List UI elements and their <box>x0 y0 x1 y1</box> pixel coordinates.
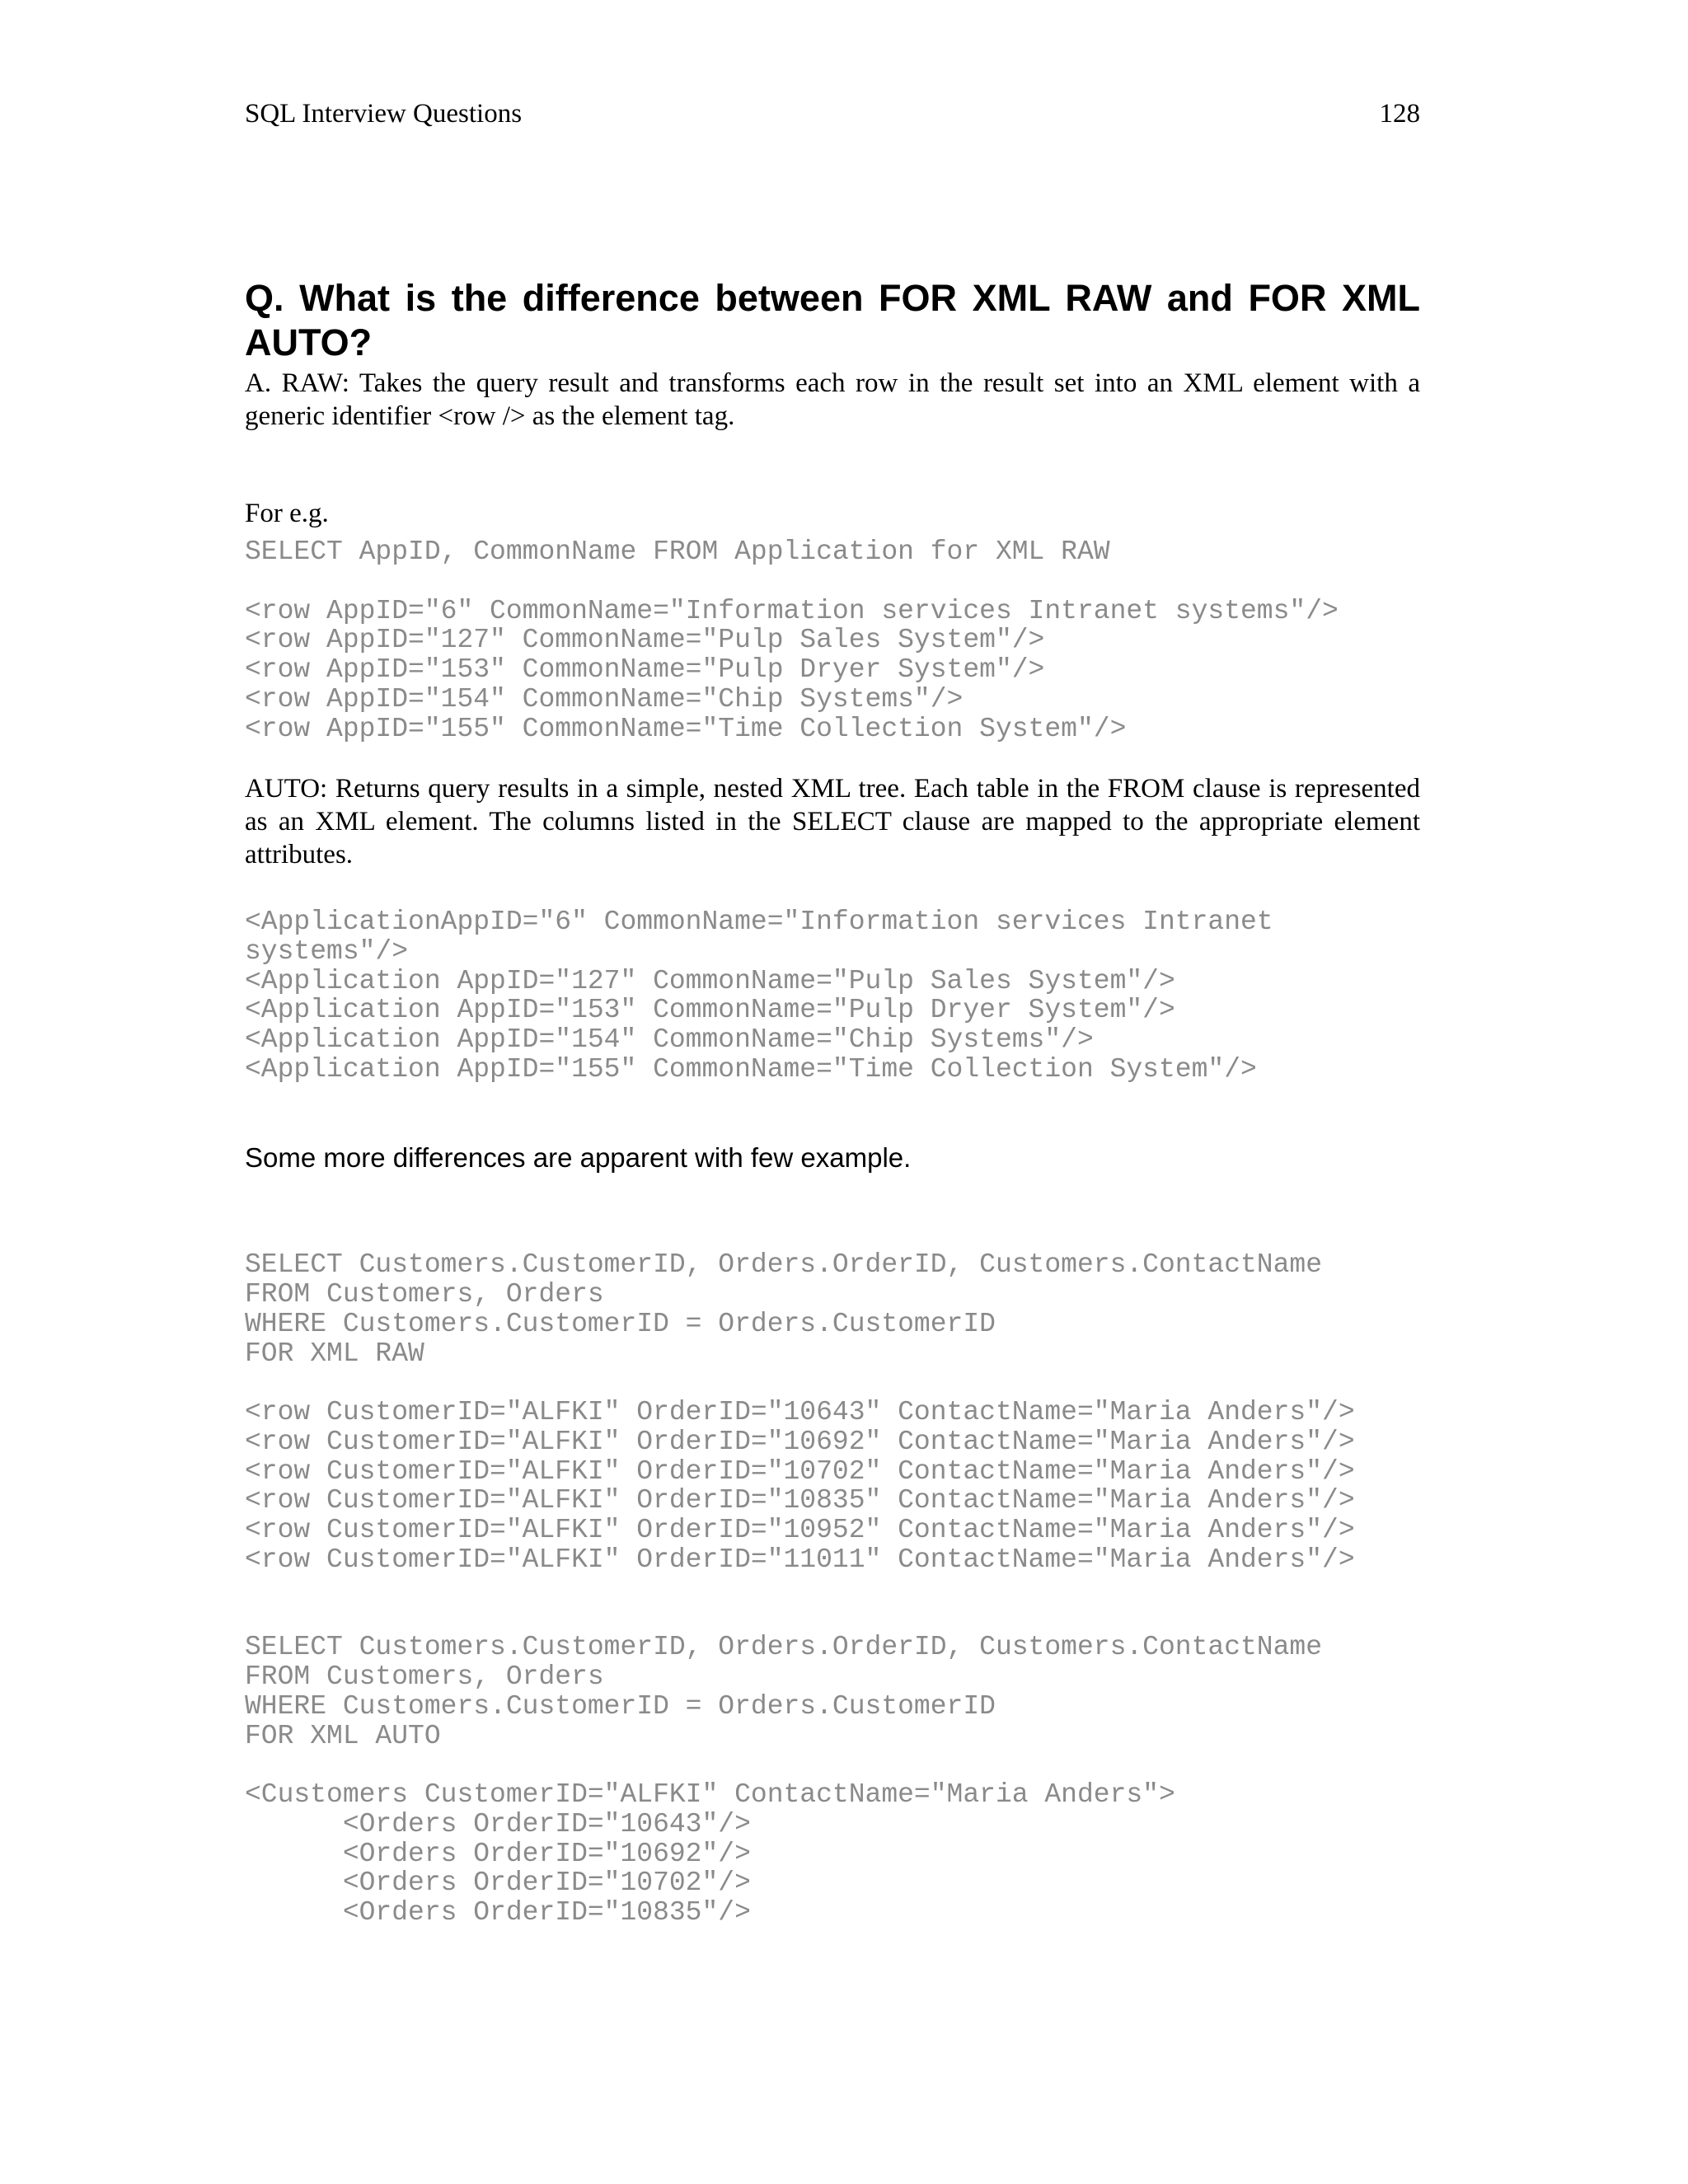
code-line: systems"/> <box>245 935 409 967</box>
raw-answer: A. RAW: Takes the query result and transforms each row in the result set into an XML element with a generic identifier <row /> as the element tag. <box>245 368 1420 431</box>
code-line: <Customers CustomerID="ALFKI" ContactName="Maria Anders"> <box>245 1779 1175 1811</box>
code-line: SELECT Customers.CustomerID, Orders.OrderID, Customers.ContactName <box>245 1249 1323 1281</box>
example3-query-block <box>245 1633 1420 1750</box>
example-label: For e.g. <box>245 499 329 528</box>
code-line: <row AppID="6" CommonName="Information services Intranet systems"/> <box>245 595 1339 626</box>
example2-output-block <box>245 1398 1420 1574</box>
code-line: <row CustomerID="ALFKI" OrderID="10702" ContactName="Maria Anders"/> <box>245 1455 1355 1487</box>
code-line: <Application AppID="127" CommonName="Pulp Sales System"/> <box>245 965 1175 996</box>
raw-output-block <box>245 597 1420 744</box>
code-line: <Application AppID="153" CommonName="Pulp Dryer System"/> <box>245 995 1175 1026</box>
code-line: <row CustomerID="ALFKI" OrderID="10952" ContactName="Maria Anders"/> <box>245 1515 1355 1546</box>
code-line: <Orders OrderID="10643"/> <box>245 1808 751 1840</box>
code-line: <Application AppID="154" CommonName="Chip Systems"/> <box>245 1024 1094 1056</box>
example3-output-block <box>245 1780 1420 1928</box>
code-line: <row CustomerID="ALFKI" OrderID="10643" ContactName="Maria Anders"/> <box>245 1397 1355 1428</box>
code-line: <row CustomerID="ALFKI" OrderID="10835" ContactName="Maria Anders"/> <box>245 1485 1355 1516</box>
page-number: 128 <box>1379 99 1420 129</box>
code-line: FOR XML RAW <box>245 1338 424 1369</box>
code-line: <row AppID="153" CommonName="Pulp Dryer System"/> <box>245 654 1045 686</box>
code-line: SELECT Customers.CustomerID, Orders.OrderID, Customers.ContactName <box>245 1632 1323 1663</box>
more-differences-text: Some more differences are apparent with few example. <box>245 1142 912 1174</box>
code-line: <Orders OrderID="10692"/> <box>245 1838 751 1869</box>
code-line: <ApplicationAppID="6" CommonName="Information services Intranet <box>245 907 1273 938</box>
code-line: <Orders OrderID="10702"/> <box>245 1868 751 1899</box>
code-line: FOR XML AUTO <box>245 1720 441 1751</box>
code-line: WHERE Customers.CustomerID = Orders.CustomerID <box>245 1690 996 1722</box>
question-heading: Q. What is the difference between FOR XML RAW and FOR XML AUTO? <box>245 277 1420 363</box>
code-line: <Orders OrderID="10835"/> <box>245 1897 751 1929</box>
code-line: <row AppID="154" CommonName="Chip Systems"/> <box>245 683 964 715</box>
code-line: <Application AppID="155" CommonName="Time Collection System"/> <box>245 1053 1257 1085</box>
code-line: <row AppID="155" CommonName="Time Collection System"/> <box>245 713 1127 744</box>
page-content <box>245 276 1420 1928</box>
running-header <box>245 99 1420 135</box>
code-line: FROM Customers, Orders <box>245 1661 604 1693</box>
auto-output-block <box>245 907 1420 1084</box>
code-line: <row AppID="127" CommonName="Pulp Sales System"/> <box>245 625 1045 656</box>
code-line: <row CustomerID="ALFKI" OrderID="10692" ContactName="Maria Anders"/> <box>245 1426 1355 1457</box>
code-line: <row CustomerID="ALFKI" OrderID="11011" ContactName="Maria Anders"/> <box>245 1544 1355 1575</box>
auto-answer: AUTO: Returns query results in a simple, nested XML tree. Each table in the FROM clause is represented as an XML element. The columns listed in the SELECT clause are mapped to the appropriate element attributes. <box>245 774 1420 870</box>
code-line: WHERE Customers.CustomerID = Orders.CustomerID <box>245 1308 996 1339</box>
example2-query-block <box>245 1250 1420 1368</box>
code-line: FROM Customers, Orders <box>245 1279 604 1310</box>
header-title: SQL Interview Questions <box>245 99 523 129</box>
raw-query-code: SELECT AppID, CommonName FROM Application for XML RAW <box>245 537 1110 567</box>
